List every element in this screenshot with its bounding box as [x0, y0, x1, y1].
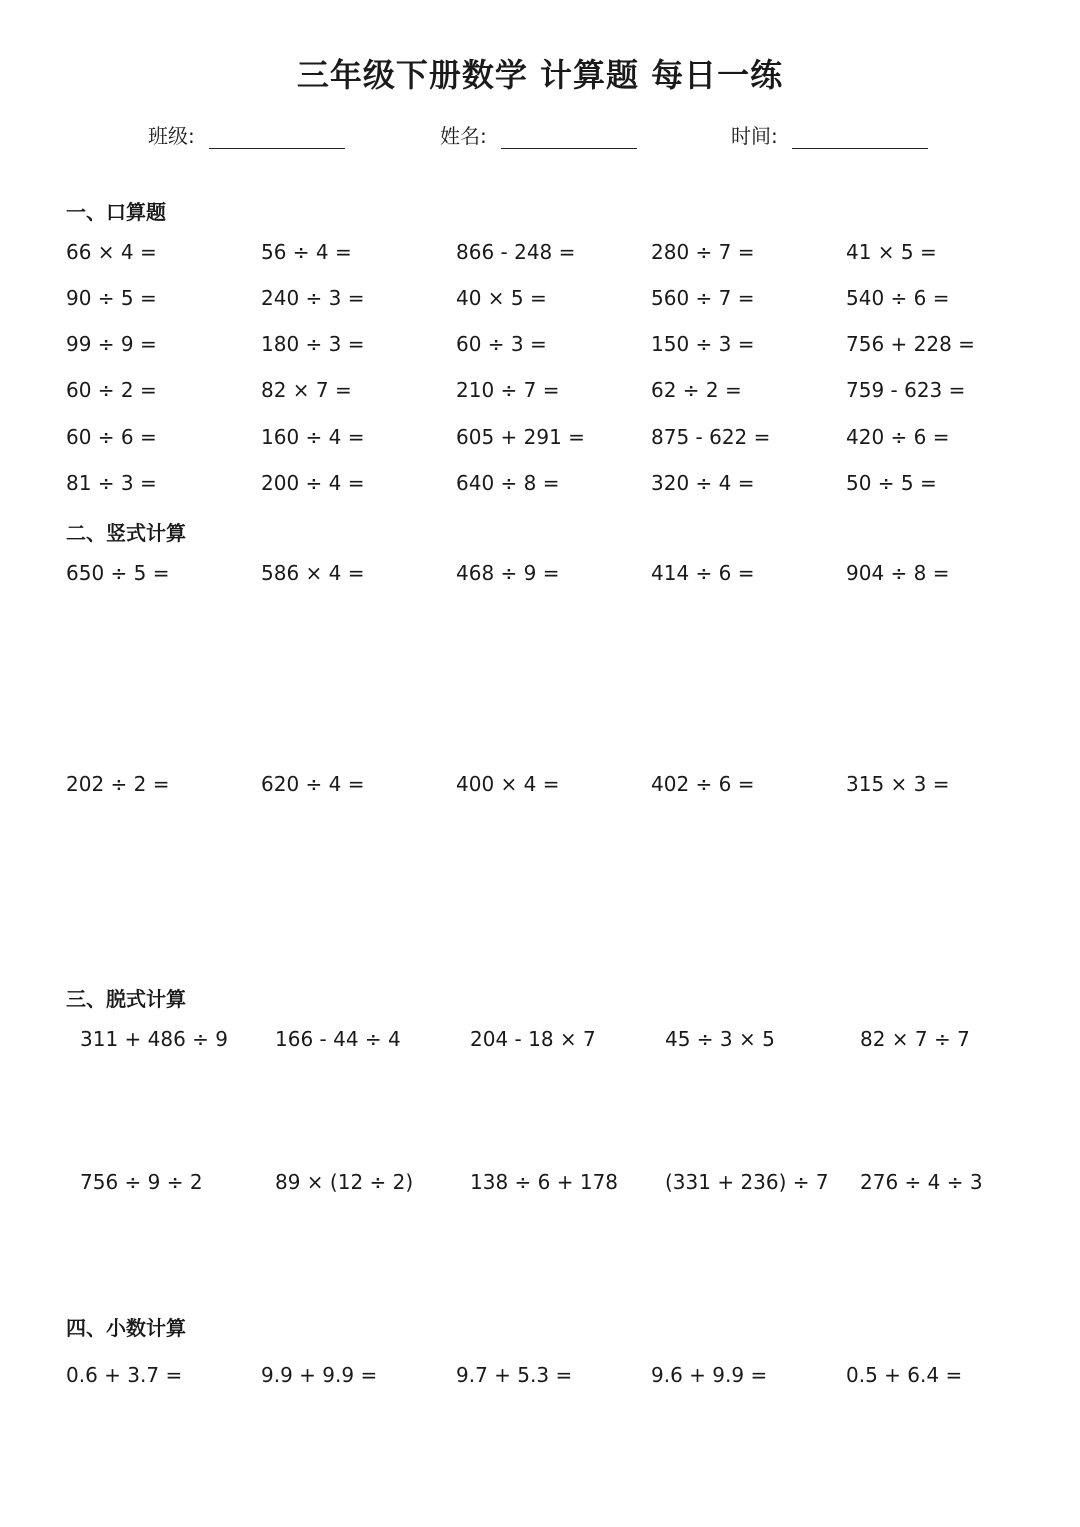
problem-item: 202 ÷ 2 = — [66, 772, 170, 796]
problem-item: 204 - 18 × 7 — [470, 1027, 596, 1051]
problem-item: 276 ÷ 4 ÷ 3 — [860, 1170, 983, 1194]
problem-item: 280 ÷ 7 = — [651, 240, 755, 264]
problem-item: 468 ÷ 9 = — [456, 561, 560, 585]
problem-item: (331 + 236) ÷ 7 — [665, 1170, 829, 1194]
student-info-row — [0, 120, 1080, 160]
problem-item: 540 ÷ 6 = — [846, 286, 950, 310]
problem-item: 60 ÷ 6 = — [66, 425, 157, 449]
problem-item: 166 - 44 ÷ 4 — [275, 1027, 401, 1051]
section-title-decimal: 四、小数计算 — [66, 1316, 186, 1340]
problem-item: 866 - 248 = — [456, 240, 576, 264]
problem-item: 62 ÷ 2 = — [651, 378, 742, 402]
name-label: 姓名: — [440, 124, 487, 148]
time-blank-line[interactable] — [792, 120, 928, 149]
class-field — [148, 120, 345, 149]
problem-item: 82 × 7 = — [261, 378, 352, 402]
problem-item: 160 ÷ 4 = — [261, 425, 365, 449]
section-title-vertical: 二、竖式计算 — [66, 521, 186, 545]
problem-item: 402 ÷ 6 = — [651, 772, 755, 796]
problem-item: 90 ÷ 5 = — [66, 286, 157, 310]
problem-item: 756 + 228 = — [846, 332, 975, 356]
problem-item: 320 ÷ 4 = — [651, 471, 755, 495]
name-field — [440, 120, 637, 149]
problem-item: 620 ÷ 4 = — [261, 772, 365, 796]
section-title-oral: 一、口算题 — [66, 200, 166, 224]
problem-item: 400 × 4 = — [456, 772, 560, 796]
problem-item: 9.7 + 5.3 = — [456, 1363, 573, 1387]
class-label: 班级: — [148, 124, 195, 148]
problem-item: 414 ÷ 6 = — [651, 561, 755, 585]
problem-item: 138 ÷ 6 + 178 — [470, 1170, 619, 1194]
name-blank-line[interactable] — [501, 120, 637, 149]
problem-item: 210 ÷ 7 = — [456, 378, 560, 402]
problem-item: 875 - 622 = — [651, 425, 771, 449]
problem-item: 99 ÷ 9 = — [66, 332, 157, 356]
problem-item: 50 ÷ 5 = — [846, 471, 937, 495]
problem-item: 45 ÷ 3 × 5 — [665, 1027, 775, 1051]
problem-item: 315 × 3 = — [846, 772, 950, 796]
problem-item: 200 ÷ 4 = — [261, 471, 365, 495]
problem-item: 41 × 5 = — [846, 240, 937, 264]
problem-item: 150 ÷ 3 = — [651, 332, 755, 356]
problem-item: 650 ÷ 5 = — [66, 561, 170, 585]
problem-item: 756 ÷ 9 ÷ 2 — [80, 1170, 203, 1194]
time-label: 时间: — [731, 124, 778, 148]
problem-item: 0.6 + 3.7 = — [66, 1363, 183, 1387]
problem-item: 0.5 + 6.4 = — [846, 1363, 963, 1387]
problem-item: 40 × 5 = — [456, 286, 547, 310]
problem-item: 640 ÷ 8 = — [456, 471, 560, 495]
problem-item: 240 ÷ 3 = — [261, 286, 365, 310]
problem-item: 9.9 + 9.9 = — [261, 1363, 378, 1387]
problem-item: 560 ÷ 7 = — [651, 286, 755, 310]
problem-item: 180 ÷ 3 = — [261, 332, 365, 356]
problem-item: 81 ÷ 3 = — [66, 471, 157, 495]
problem-item: 759 - 623 = — [846, 378, 966, 402]
problem-item: 82 × 7 ÷ 7 — [860, 1027, 970, 1051]
problem-item: 605 + 291 = — [456, 425, 585, 449]
problem-item: 89 × (12 ÷ 2) — [275, 1170, 414, 1194]
time-field — [731, 120, 928, 149]
problem-item: 904 ÷ 8 = — [846, 561, 950, 585]
problem-item: 66 × 4 = — [66, 240, 157, 264]
problem-item: 9.6 + 9.9 = — [651, 1363, 768, 1387]
problem-item: 60 ÷ 3 = — [456, 332, 547, 356]
problem-item: 311 + 486 ÷ 9 — [80, 1027, 229, 1051]
problem-item: 56 ÷ 4 = — [261, 240, 352, 264]
problem-item: 420 ÷ 6 = — [846, 425, 950, 449]
problem-item: 60 ÷ 2 = — [66, 378, 157, 402]
page-title: 三年级下册数学 计算题 每日一练 — [296, 56, 784, 94]
class-blank-line[interactable] — [209, 120, 345, 149]
problem-item: 586 × 4 = — [261, 561, 365, 585]
section-title-stepwise: 三、脱式计算 — [66, 987, 186, 1011]
